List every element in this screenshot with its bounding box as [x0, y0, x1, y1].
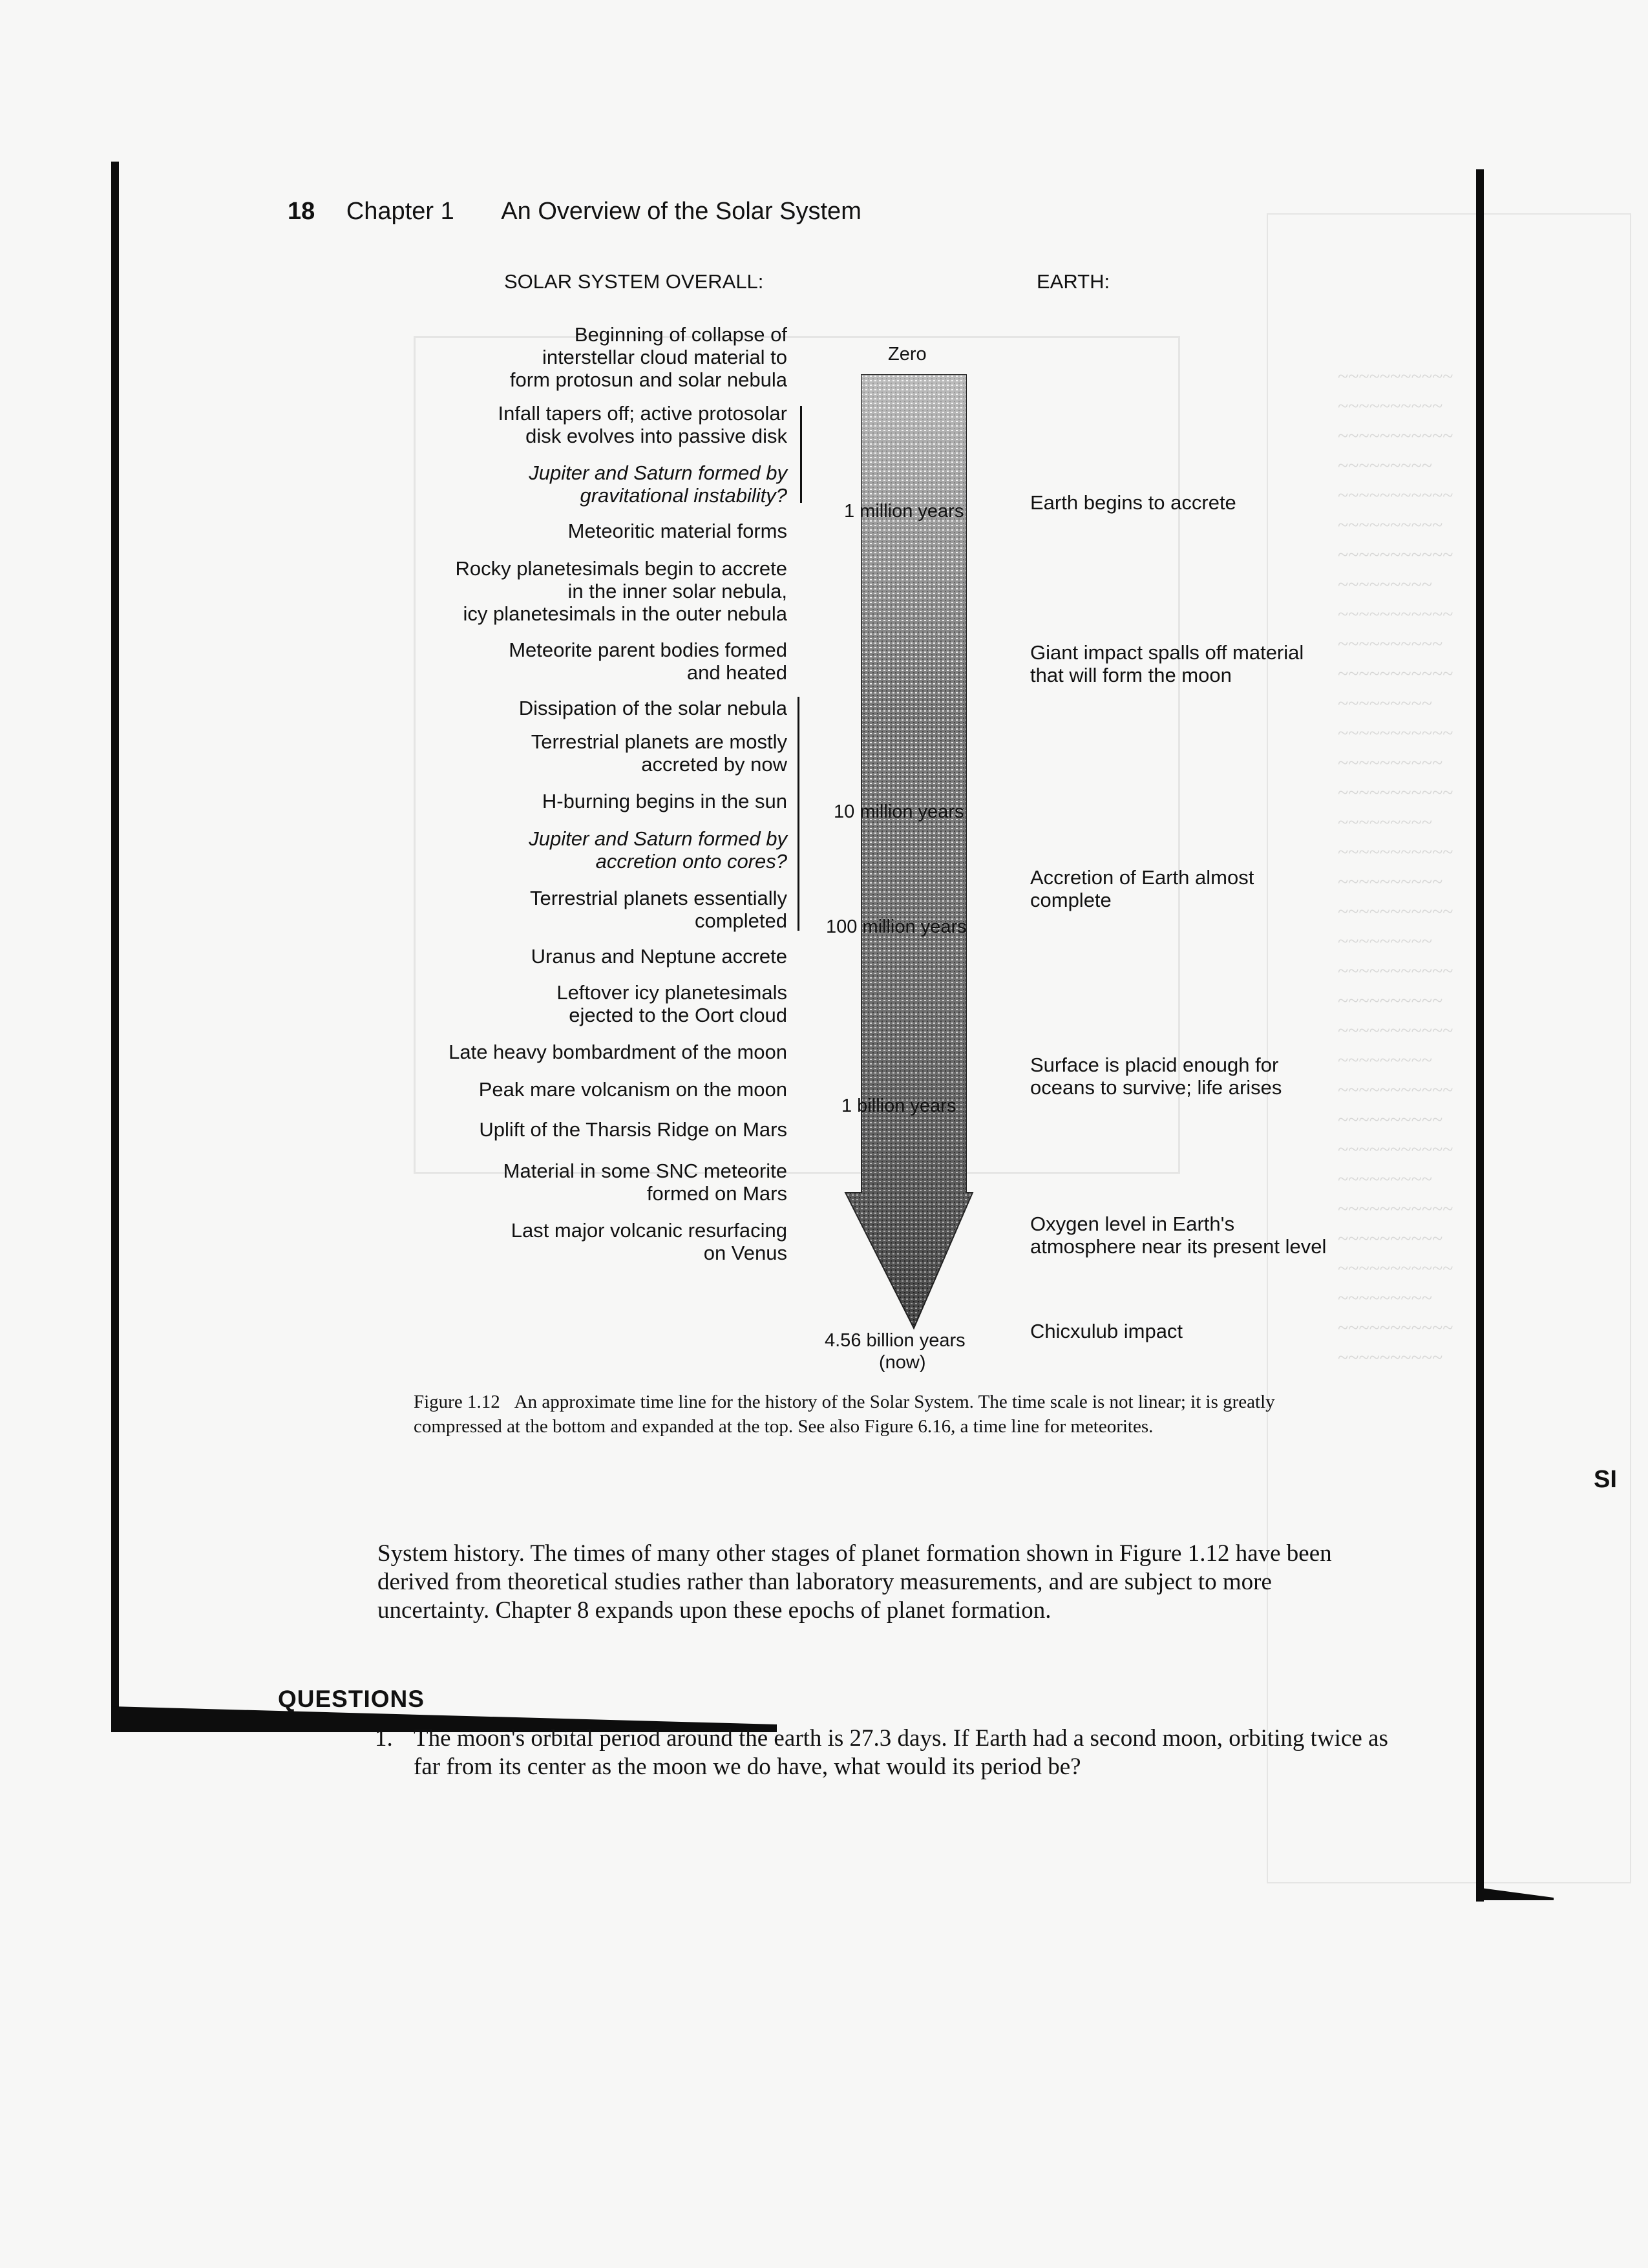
tick-10-million: 10 million years [834, 801, 964, 822]
question-text: The moon's orbital period around the earth is 27.3 days. If Earth had a second moon, orbiting twice as far from its center as the moon we do have, what would its period be? [414, 1725, 1388, 1780]
left-event: Dissipation of the solar nebula [518, 697, 787, 719]
tick-now-label: (now) [879, 1352, 926, 1373]
earth-heading: EARTH: [1037, 270, 1110, 293]
tick-1-billion: 1 billion years [841, 1096, 956, 1116]
question-item [375, 1724, 1409, 1781]
left-event: Terrestrial planets essentially completed [529, 887, 787, 932]
left-event: Jupiter and Saturn formed by accretion onto cores? [529, 827, 787, 873]
left-event: H-burning begins in the sun [542, 790, 787, 812]
page-number: 18 [288, 198, 315, 225]
right-event: Giant impact spalls off material that will form the moon [1030, 641, 1304, 686]
left-event: Peak mare volcanism on the moon [478, 1078, 787, 1101]
left-event: Jupiter and Saturn formed by gravitational instability? [529, 461, 787, 507]
tick-zero: Zero [888, 344, 927, 365]
tick-1-million: 1 million years [844, 501, 964, 522]
left-event: Meteorite parent bodies formed and heated [509, 639, 787, 684]
page-header [288, 198, 861, 226]
right-page-edge-foot [1476, 1887, 1554, 1900]
body-paragraph: System history. The times of many other stages of planet formation shown in Figure 1.12 have been derived from theoretical studies rather than laboratory measurements, and are subject to more uncertainty. Chapter 8 expands upon these epochs of planet formation. [377, 1540, 1332, 1624]
question-number: 1. [375, 1725, 393, 1752]
range-bracket [798, 697, 799, 931]
margin-fragment: SI [1594, 1466, 1617, 1493]
chapter-label: Chapter 1 [346, 198, 454, 225]
left-event: Uplift of the Tharsis Ridge on Mars [479, 1118, 787, 1141]
right-page-edge [1476, 169, 1484, 1902]
tick-100-million: 100 million years [826, 917, 967, 937]
tick-now-value: 4.56 billion years [825, 1330, 966, 1351]
left-event: Late heavy bombardment of the moon [449, 1041, 787, 1063]
bleed-through-text: ~~~~~~~~~~~ ~~~~~~~~~~ ~~~~~~~~~~~ ~~~~~~~~~ ~~~~~~~~~~~ ~~~~~~~~~~ ~~~~~~~~~~~ ~~~~~~~~~ ~~~~~~~~~~~ ~~~~~~~~~~ ~~~~~~~~~~~ ~~~~~~~~~ ~~~~~~~~~~~ ~~~~~~~~~~ ~~~~~~~~~~~ ~~~~~~~~~ ~~~~~~~~~~~ ~~~~~~~~~~ ~~~~~~~~~~~ ~~~~~~~~~ ~~~~~~~~~~~ ~~~~~~~~~~ ~~~~~~~~~~~ ~~~~~~~~~ ~~~~~~~~~~~ ~~~~~~~~~~ ~~~~~~~~~~~ ~~~~~~~~~ ~~~~~~~~~~~ ~~~~~~~~~~ ~~~~~~~~~~~ ~~~~~~~~~ ~~~~~~~~~~~ ~~~~~~~~~~ [1338, 366, 1453, 1368]
right-event: Surface is placid enough for oceans to survive; life arises [1030, 1054, 1282, 1099]
left-page-edge [111, 162, 119, 1713]
left-event: Last major volcanic resurfacing on Venus [511, 1219, 787, 1264]
right-event: Accretion of Earth almost complete [1030, 866, 1254, 911]
left-event: Terrestrial planets are mostly accreted by now [531, 730, 787, 776]
left-event: Rocky planetesimals begin to accrete in the inner solar nebula, icy planetesimals in the outer nebula [455, 557, 787, 625]
left-event: Uranus and Neptune accrete [531, 945, 787, 968]
figure-caption [414, 1390, 1318, 1439]
range-bracket [800, 406, 802, 503]
figure-label: Figure 1.12 [414, 1392, 500, 1412]
left-event: Infall tapers off; active protosolar disk evolves into passive disk [498, 402, 787, 447]
figure-caption-text: An approximate time line for the history of the Solar System. The time scale is not linear; it is greatly compressed at the bottom and expanded at the top. See also Figure 6.16, a time line for meteorites. [414, 1392, 1275, 1437]
questions-heading: QUESTIONS [278, 1686, 425, 1712]
left-event: Material in some SNC meteorite formed on Mars [503, 1160, 787, 1205]
left-event: Leftover icy planetesimals ejected to the Oort cloud [556, 981, 787, 1026]
section-title: An Overview of the Solar System [501, 198, 861, 225]
right-event: Earth begins to accrete [1030, 491, 1236, 514]
solar-system-heading: SOLAR SYSTEM OVERALL: [504, 270, 764, 293]
left-event: Beginning of collapse of interstellar cloud material to form protosun and solar nebula [509, 323, 787, 391]
left-event: Meteoritic material forms [567, 520, 787, 542]
right-event: Chicxulub impact [1030, 1320, 1183, 1342]
right-event: Oxygen level in Earth's atmosphere near its present level [1030, 1213, 1327, 1258]
